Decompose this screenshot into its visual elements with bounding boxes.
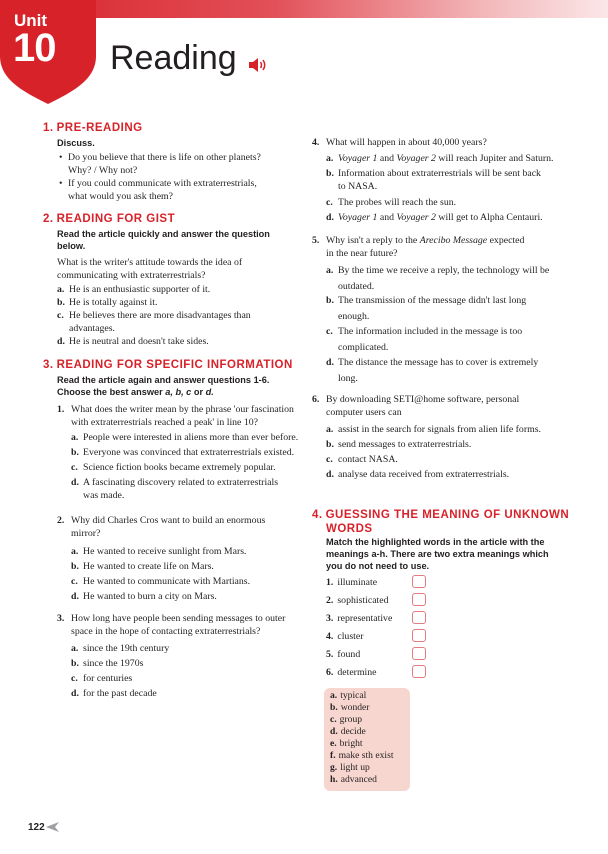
answer-box[interactable] [412, 647, 426, 660]
answer-option[interactable]: b. since the 1970s [71, 658, 144, 669]
meaning-item: f. make sth exist [330, 750, 394, 761]
vocab-word: 1. illuminate [326, 577, 378, 588]
meaning-item: c. group [330, 714, 363, 725]
answer-option[interactable]: d. for the past decade [71, 688, 157, 699]
answer-option[interactable]: b. send messages to extraterrestrials. [326, 439, 472, 450]
answer-box[interactable] [412, 665, 426, 678]
answer-option[interactable]: c. The probes will reach the sun. [326, 197, 457, 208]
page-number: 122 [28, 822, 45, 833]
answer-option[interactable]: c. He wanted to communicate with Martians. [71, 576, 251, 587]
section-3-instruction: Read the article again and answer questions 1-6. Choose the best answer a, b, c or d. [57, 375, 270, 397]
answer-option[interactable]: b. He is totally against it. [57, 297, 158, 308]
question-4: 4. What will happen in about 40,000 years? [312, 137, 487, 148]
unit-label: Unit [14, 11, 48, 30]
vocab-word: 2. sophisticated [326, 595, 389, 606]
meanings-box [324, 688, 410, 791]
unit-number: 10 [13, 26, 56, 70]
answer-box[interactable] [412, 611, 426, 624]
answer-option[interactable]: b. He wanted to create life on Mars. [71, 561, 214, 572]
vocab-word: 4. cluster [326, 631, 364, 642]
answer-option[interactable]: a. since the 19th century [71, 643, 170, 654]
question-2: 2. Why did Charles Cros want to build an enormous mirror? [57, 515, 266, 539]
page-arrow-icon [44, 821, 60, 833]
answer-option[interactable]: c. The information included in the message is too complicated. [326, 326, 523, 353]
section-4-instruction: Match the highlighted words in the article with the meanings a-h. There are two extra meanings which you do not need to use. [326, 537, 549, 571]
answer-box[interactable] [412, 629, 426, 642]
meaning-item: b. wonder [330, 702, 370, 713]
list-item: • If you could communicate with extraterrestrials, what would you ask them? [59, 178, 257, 202]
section-2-instruction: Read the article quickly and answer the question below. [57, 229, 270, 251]
question-6: 6. By downloading SETI@home software, personal computer users can [312, 394, 520, 418]
vocab-word: 6. determine [326, 667, 377, 678]
vocab-word: 3. representative [326, 613, 393, 624]
speaker-icon[interactable] [248, 57, 268, 73]
answer-option[interactable]: d. A fascinating discovery related to extraterrestrials was made. [71, 477, 279, 501]
answer-option[interactable]: a. People were interested in aliens more than ever before. [71, 432, 299, 443]
answer-box[interactable] [412, 575, 426, 588]
answer-option[interactable]: c. for centuries [71, 673, 133, 684]
section-2-heading: 2. READING FOR GIST [43, 213, 176, 225]
question-5: 5. Why isn't a reply to the Arecibo Message expected in the near future? [312, 235, 525, 259]
section-1-instruction: Discuss. [57, 138, 95, 148]
answer-option[interactable]: a. By the time we receive a reply, the technology will be outdated. [326, 265, 550, 292]
answer-option[interactable]: d. Voyager 1 and Voyager 2 will get to Alpha Centauri. [326, 212, 543, 223]
meaning-item: h. advanced [330, 774, 377, 785]
section-2-question: What is the writer's attitude towards the idea of communicating with extraterrestrials? [57, 257, 243, 281]
answer-option[interactable]: d. analyse data received from extraterrestrials. [326, 469, 510, 480]
answer-option[interactable]: a. He wanted to receive sunlight from Mars. [71, 546, 247, 557]
meaning-item: e. bright [330, 738, 363, 749]
meaning-item: g. light up [330, 762, 370, 773]
answer-option[interactable]: d. The distance the message has to cover is extremely long. [326, 357, 539, 384]
answer-box[interactable] [412, 593, 426, 606]
question-1: 1. What does the writer mean by the phrase 'our fascination with extraterrestrials reached a peak' in line 10? [57, 404, 294, 428]
answer-option[interactable]: d. He is neutral and doesn't take sides. [57, 336, 209, 347]
answer-option[interactable]: a. He is an enthusiastic supporter of it. [57, 284, 211, 295]
answer-option[interactable]: d. He wanted to burn a city on Mars. [71, 591, 217, 602]
vocab-word: 5. found [326, 649, 361, 660]
answer-option[interactable]: a. Voyager 1 and Voyager 2 will reach Jupiter and Saturn. [326, 153, 554, 164]
answer-option[interactable]: b. The transmission of the message didn't last long enough. [326, 295, 527, 322]
page-title: Reading [110, 39, 237, 77]
list-item: • Do you believe that there is life on other planets? Why? / Why not? [59, 152, 261, 176]
question-3: 3. How long have people been sending messages to outer space in the hope of contacting extraterrestrials? [57, 613, 286, 637]
section-4-heading: 4. GUESSING THE MEANING OF UNKNOWN WORDS [312, 509, 570, 535]
answer-option[interactable]: b. Information about extraterrestrials will be sent back to NASA. [326, 168, 541, 192]
answer-option[interactable]: c. He believes there are more disadvantages than advantages. [57, 310, 251, 334]
meaning-item: a. typical [330, 690, 367, 701]
section-1-heading: 1. PRE-READING [43, 122, 143, 134]
section-3-heading: 3. READING FOR SPECIFIC INFORMATION [43, 359, 293, 371]
answer-option[interactable]: b. Everyone was convinced that extraterrestrials existed. [71, 447, 295, 458]
answer-option[interactable]: c. contact NASA. [326, 454, 398, 465]
answer-option[interactable]: a. assist in the search for signals from alien life forms. [326, 424, 541, 435]
meaning-item: d. decide [330, 726, 366, 737]
answer-option[interactable]: c. Science fiction books became extremely popular. [71, 462, 276, 473]
